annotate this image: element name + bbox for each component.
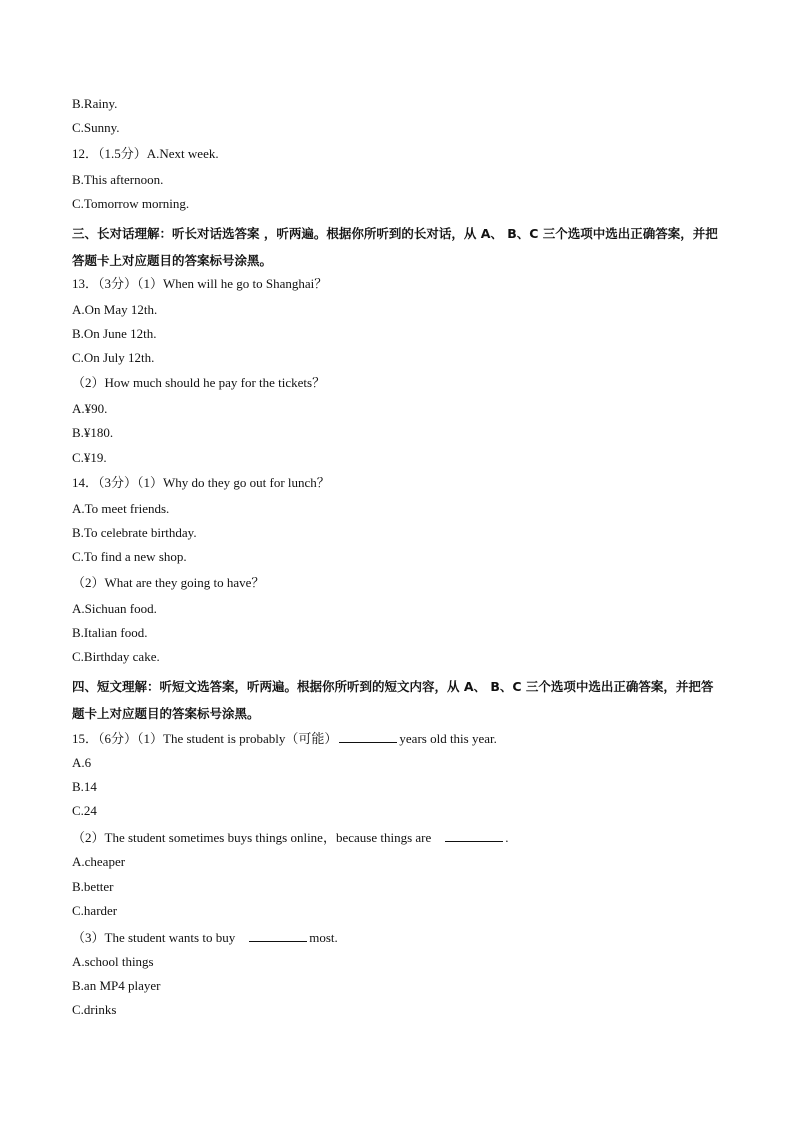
option-14-2b: B.Italian food.: [72, 625, 148, 640]
question-15-1-tail: years old this year.: [399, 731, 497, 746]
option-13-1b: B.On June 12th.: [72, 326, 157, 341]
option-15-3a: A.school things: [72, 954, 154, 969]
option-12b: B.This afternoon.: [72, 172, 164, 187]
option-13-1a: A.On May 12th.: [72, 302, 158, 317]
question-13-1: 13．（3分）（1）When will he go to Shanghai？: [72, 276, 328, 291]
question-15-2: [72, 828, 724, 846]
question-15-1-text: 15．（6分）（1）The student is probably（可能）: [72, 731, 338, 746]
answer-blank: [249, 928, 307, 942]
option-15-2c: C.harder: [72, 903, 118, 918]
option-11b: B.Rainy.: [72, 96, 118, 111]
option-13-2c: C.¥19.: [72, 450, 107, 465]
option-15-2a: A.cheaper: [72, 854, 126, 869]
answer-blank: [445, 828, 503, 842]
section-4-heading: 四、短文理解：听短文选答案，听两遍。根据你所听到的短文内容，从 A、 B、C 三个选项中选出正确答案，并把答题卡上对应题目的答案标号涂黑。: [72, 679, 714, 721]
question-15-1: [72, 729, 724, 747]
question-15-2-text: （2）The student sometimes buys things online，because things are: [72, 830, 432, 845]
question-14-2: （2）What are they going to have？: [72, 575, 265, 590]
section-3-heading: 三、长对话理解：听长对话选答案 ，听两遍。根据你所听到的长对话，从 A、 B、C 三个选项中选出正确答案，并把答题卡上对应题目的答案标号涂黑。: [72, 226, 718, 268]
option-15-1c: C.24: [72, 803, 97, 818]
question-15-3-tail: most.: [309, 930, 338, 945]
question-12: 12．（1.5分）A.Next week.: [72, 146, 219, 161]
option-11c: C.Sunny.: [72, 120, 120, 135]
option-14-1b: B.To celebrate birthday.: [72, 525, 197, 540]
option-15-1a: A.6: [72, 755, 92, 770]
option-15-3c: C.drinks: [72, 1002, 117, 1017]
option-14-1c: C.To find a new shop.: [72, 549, 187, 564]
option-13-1c: C.On July 12th.: [72, 350, 155, 365]
question-15-2-tail: .: [505, 830, 509, 845]
option-14-2a: A.Sichuan food.: [72, 601, 157, 616]
option-15-3b: B.an MP4 player: [72, 978, 161, 993]
option-14-1a: A.To meet friends.: [72, 501, 170, 516]
option-12c: C.Tomorrow morning.: [72, 196, 190, 211]
answer-blank: [339, 729, 397, 743]
option-14-2c: C.Birthday cake.: [72, 649, 160, 664]
option-15-1b: B.14: [72, 779, 97, 794]
question-15-3: [72, 928, 724, 946]
option-15-2b: B.better: [72, 879, 114, 894]
question-15-3-text: （3）The student wants to buy: [72, 930, 236, 945]
option-13-2a: A.¥90.: [72, 401, 108, 416]
question-14-1: 14．（3分）（1）Why do they go out for lunch？: [72, 475, 330, 490]
question-13-2: （2）How much should he pay for the tickets？: [72, 375, 326, 390]
option-13-2b: B.¥180.: [72, 425, 114, 440]
